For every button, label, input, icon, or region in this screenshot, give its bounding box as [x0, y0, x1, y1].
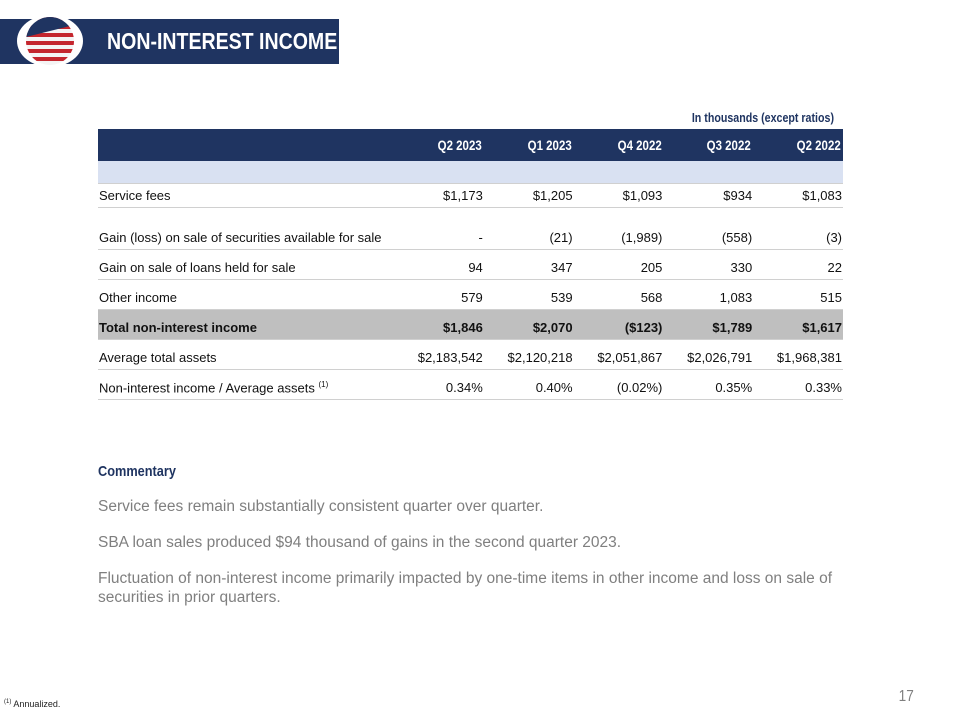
column-header: Q4 2022	[574, 129, 664, 161]
table-row	[98, 208, 843, 250]
flag-globe-icon	[26, 17, 74, 65]
table-cell: $934	[663, 184, 753, 208]
table-cell: 0.35%	[663, 370, 753, 400]
table-cell: ($123)	[574, 310, 664, 340]
table-cell: 347	[484, 250, 574, 280]
table-cell: 539	[484, 280, 574, 310]
table-cell: $1,173	[394, 184, 484, 208]
commentary-paragraph: Service fees remain substantially consistent quarter over quarter.	[98, 498, 544, 515]
table-cell: $1,205	[484, 184, 574, 208]
table-cell: (1,989)	[574, 208, 664, 250]
row-label-text: Non-interest income / Average assets	[99, 380, 315, 395]
row-label: Other income	[98, 280, 394, 310]
table-cell: $1,093	[574, 184, 664, 208]
table-cell: $1,789	[663, 310, 753, 340]
table-cell: $1,846	[394, 310, 484, 340]
row-label: Average total assets	[98, 340, 394, 370]
table-cell: (3)	[753, 208, 843, 250]
column-header: Q1 2023	[484, 129, 574, 161]
table-cell: 0.33%	[753, 370, 843, 400]
table-row	[98, 370, 843, 400]
logo	[17, 15, 83, 67]
row-label: Gain on sale of loans held for sale	[98, 250, 394, 280]
table-cell: $1,617	[753, 310, 843, 340]
table-cell: $2,183,542	[394, 340, 484, 370]
column-header: Q2 2022	[753, 129, 843, 161]
table-cell: 0.40%	[484, 370, 574, 400]
table-cell: 1,083	[663, 280, 753, 310]
row-label: Gain (loss) on sale of securities available for sale	[98, 208, 394, 250]
table-cell: $2,070	[484, 310, 574, 340]
total-row	[98, 310, 843, 340]
footnote-marker: (1)	[4, 699, 12, 705]
table-cell: 330	[663, 250, 753, 280]
column-header-label	[98, 129, 394, 161]
commentary-heading: Commentary	[98, 463, 176, 480]
units-note: In thousands (except ratios)	[691, 110, 834, 125]
table-row	[98, 280, 843, 310]
table-cell: (21)	[484, 208, 574, 250]
table-row	[98, 250, 843, 280]
header-band	[98, 161, 843, 184]
financial-table	[98, 129, 843, 400]
commentary-paragraph: Fluctuation of non-interest income primarily impacted by one-time items in other income and loss on sale of securities in prior quarters.	[98, 570, 833, 606]
footnote	[4, 699, 60, 709]
column-header: Q2 2023	[394, 129, 484, 161]
table-cell: 0.34%	[394, 370, 484, 400]
table-cell: (558)	[663, 208, 753, 250]
table-cell: 568	[574, 280, 664, 310]
table-cell: $1,083	[753, 184, 843, 208]
table-cell: 22	[753, 250, 843, 280]
row-label	[98, 370, 394, 400]
table-cell: $2,026,791	[663, 340, 753, 370]
footnote-marker: (1)	[318, 379, 329, 389]
table-cell: 515	[753, 280, 843, 310]
table-cell: $2,120,218	[484, 340, 574, 370]
page-number: 17	[898, 688, 914, 705]
table-cell: 579	[394, 280, 484, 310]
table-cell: $2,051,867	[574, 340, 664, 370]
column-header: Q3 2022	[663, 129, 753, 161]
table-cell: (0.02%)	[574, 370, 664, 400]
row-label: Service fees	[98, 184, 394, 208]
table-cell: 94	[394, 250, 484, 280]
table-header-row	[98, 129, 843, 161]
commentary-body	[98, 497, 838, 624]
table-cell: 205	[574, 250, 664, 280]
page-title: NON-INTEREST INCOME	[107, 28, 338, 54]
table-row	[98, 184, 843, 208]
footnote-text: Annualized.	[11, 699, 61, 709]
commentary-paragraph: SBA loan sales produced $94 thousand of gains in the second quarter 2023.	[98, 534, 622, 551]
row-label: Total non-interest income	[98, 310, 394, 340]
table-row	[98, 340, 843, 370]
table-cell: -	[394, 208, 484, 250]
table-cell: $1,968,381	[753, 340, 843, 370]
